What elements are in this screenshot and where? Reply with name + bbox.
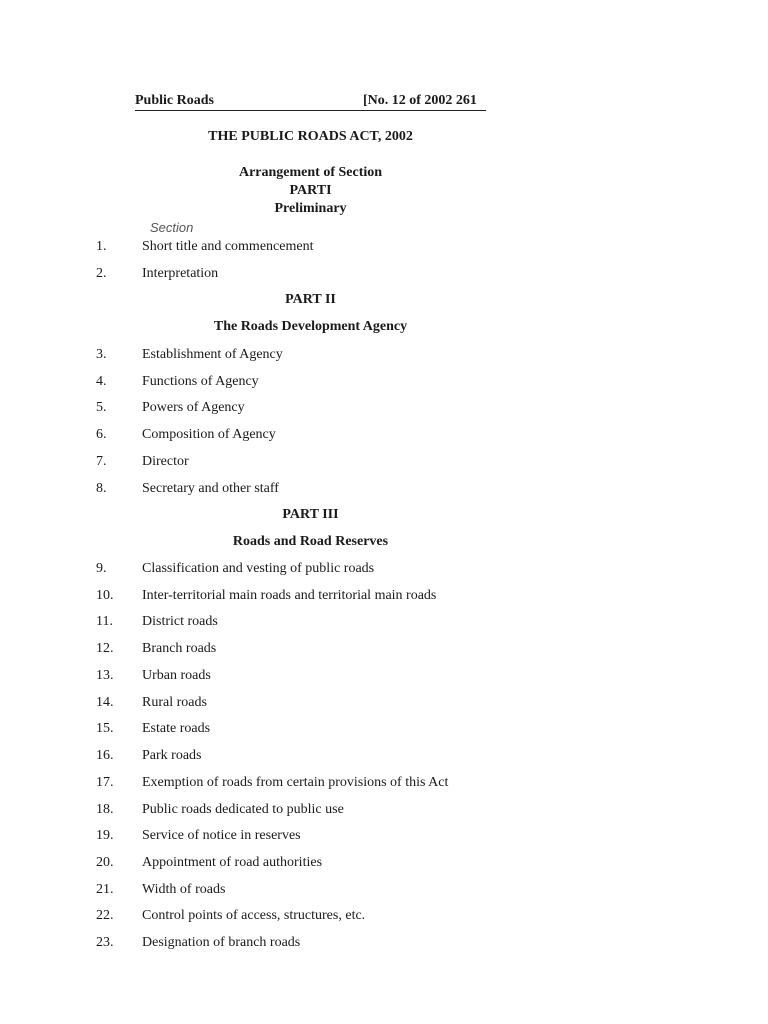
section-number: 16.	[96, 748, 114, 763]
section-number: 6.	[96, 427, 107, 442]
section-number: 10.	[96, 588, 114, 603]
section-column-label: Section	[150, 220, 194, 235]
section-number: 22.	[96, 908, 114, 923]
section-title: Functions of Agency	[142, 374, 259, 389]
section-number: 4.	[96, 374, 107, 389]
part3-heading: Roads and Road Reserves	[232, 534, 389, 549]
section-number: 12.	[96, 641, 114, 656]
section-number: 15.	[96, 721, 114, 736]
section-title: Branch roads	[142, 641, 217, 656]
section-title: Classification and vesting of public roads	[142, 561, 375, 576]
section-number: 7.	[96, 454, 107, 469]
section-title: Park roads	[142, 748, 202, 763]
section-title: Secretary and other staff	[142, 481, 279, 496]
section-title: District roads	[142, 614, 218, 629]
section-title: Composition of Agency	[142, 427, 276, 442]
section-number: 2.	[96, 266, 107, 281]
section-title: Director	[142, 454, 189, 469]
section-title: Establishment of Agency	[142, 347, 283, 362]
section-title: Public roads dedicated to public use	[142, 802, 344, 817]
section-number: 18.	[96, 802, 114, 817]
section-title: Powers of Agency	[142, 400, 245, 415]
section-number: 23.	[96, 935, 114, 950]
section-title: Inter-territorial main roads and territorial main roads	[142, 588, 437, 603]
section-number: 19.	[96, 828, 114, 843]
section-title: Estate roads	[142, 721, 211, 736]
running-header	[135, 92, 486, 111]
arrangement-heading: Arrangement of Section	[238, 165, 383, 180]
section-title: Short title and commencement	[142, 239, 314, 254]
section-title: Interpretation	[142, 266, 219, 281]
part1-heading: Preliminary	[274, 201, 347, 216]
section-number: 13.	[96, 668, 114, 683]
part3-label: PART III	[282, 507, 339, 522]
section-title: Exemption of roads from certain provisions of this Act	[142, 775, 449, 790]
section-title: Service of notice in reserves	[142, 828, 301, 843]
header-title: Public Roads	[135, 93, 214, 108]
act-title: THE PUBLIC ROADS ACT, 2002	[208, 129, 413, 144]
part1-label: PARTI	[289, 183, 332, 198]
section-title: Control points of access, structures, etc.	[142, 908, 366, 923]
section-number: 14.	[96, 695, 114, 710]
part2-label: PART II	[285, 292, 336, 307]
section-title: Width of roads	[142, 882, 226, 897]
section-title: Appointment of road authorities	[142, 855, 323, 870]
header-act-number: [No. 12 of 2002 261	[363, 93, 477, 108]
section-number: 3.	[96, 347, 107, 362]
section-title: Rural roads	[142, 695, 207, 710]
section-number: 20.	[96, 855, 114, 870]
part2-heading: The Roads Development Agency	[213, 319, 408, 334]
section-number: 17.	[96, 775, 114, 790]
section-title: Designation of branch roads	[142, 935, 301, 950]
section-number: 9.	[96, 561, 107, 576]
section-number: 1.	[96, 239, 107, 254]
section-number: 5.	[96, 400, 107, 415]
section-title: Urban roads	[142, 668, 211, 683]
section-number: 21.	[96, 882, 114, 897]
section-number: 8.	[96, 481, 107, 496]
section-number: 11.	[96, 614, 113, 629]
